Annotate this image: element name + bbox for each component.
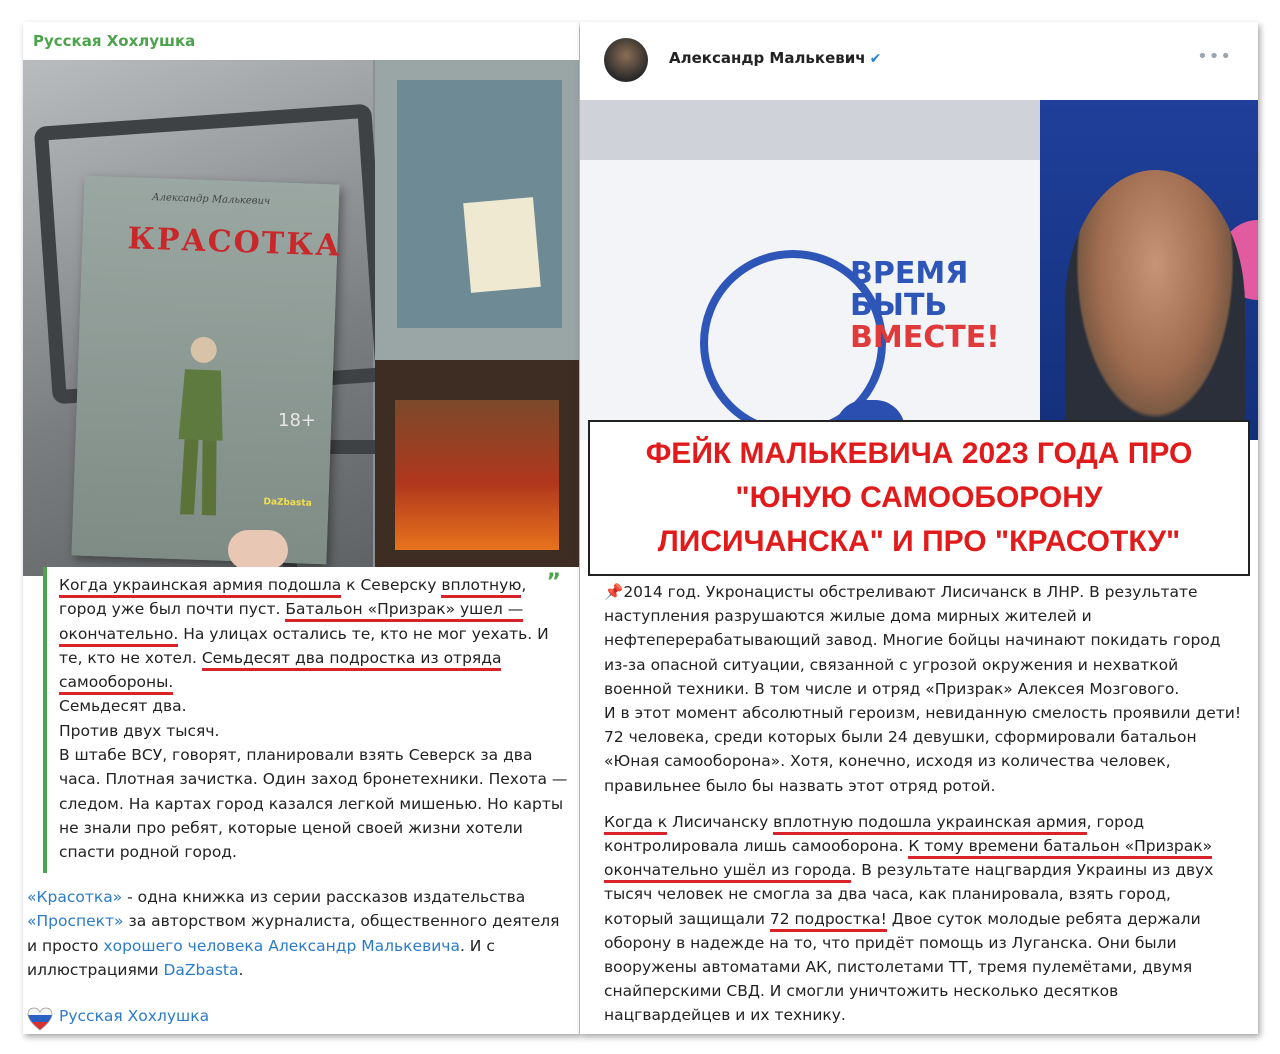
text-span: к Северску [341,576,442,594]
post-description [27,885,567,982]
fake-caption-line-1: ФЕЙК МАЛЬКЕВИЧА 2023 ГОДА ПРО [645,437,1193,470]
man-portrait [1065,170,1245,440]
quoted-post-text [43,567,579,873]
more-options-icon[interactable]: ••• [1197,46,1232,67]
slogan-line: БЫТЬ [850,288,948,323]
underline-r3: К тому времени батальон «Призрак» [908,837,1212,859]
underline-5: Семьдесят два подростка из отряда [202,649,502,671]
book-link[interactable]: «Красотка» [27,888,123,906]
pin-icon: 📌 [604,583,624,601]
text-span: - одна книжка из серии рассказов издательства [122,888,526,906]
fake-caption-line-3: ЛИСИЧАНСКА" И ПРО "КРАСОТКУ" [657,525,1181,558]
text-span: Лисичанску [667,812,774,831]
russian-flag-heart-icon [27,1006,53,1032]
illustration-fire [395,400,559,550]
book-artist: DaZbasta [263,497,312,509]
underline-r1: Когда к [604,813,667,835]
text-span: . В результате нацгвардия Украины из двух тысяч человек не смогла за два часа, как планировала, взять город, который защищали [604,861,1214,928]
avatar[interactable] [604,38,648,82]
text-span: , [521,576,527,594]
illustration-page-1 [375,60,579,360]
text-span: На улицах остались те, кто не мог уехать. И [178,624,549,643]
quote-icon: ” [546,570,561,595]
artist-link[interactable]: DaZbasta [163,960,239,979]
right-post-panel [580,22,1258,1034]
right-post-text [604,580,1244,1034]
underline-r5: 72 подростка! [770,910,887,932]
underline-r4: окончательно ушёл из города [604,861,851,883]
slogan-line: ВМЕСТЕ! [850,320,1000,355]
age-rating: 18+ [278,410,316,431]
left-post-panel [23,22,579,1034]
text-span: Семьдесят два. [59,697,187,716]
soldier-figure-icon [168,329,235,521]
text-span: Против двух тысяч. [59,721,220,740]
verified-icon: ✔ [869,51,882,67]
author-photo[interactable] [580,100,1258,440]
footer-channel-name[interactable]: Русская Хохлушка [59,1007,210,1025]
text-span: город уже был почти пуст. [59,600,286,619]
illustration-page-2 [375,360,579,576]
underline-r2: вплотную подошла украинская армия [773,813,1086,835]
illustration-note [463,197,541,293]
underline-6: самообороны. [59,673,173,695]
wall-slogan [850,258,1000,354]
fake-caption-line-2: "ЮНУЮ САМООБОРОНУ [735,481,1103,514]
publisher-link[interactable]: «Проспект» [27,912,124,931]
channel-name[interactable]: Русская Хохлушка [33,32,196,50]
text-span: . И с иллюстрациями [27,936,495,979]
underline-3: Батальон «Призрак» ушел — [285,600,523,622]
slogan-line: ВРЕМЯ [850,256,969,291]
author-name[interactable] [669,49,881,67]
paragraph-2: И в этот момент абсолютный героизм, невиданную смелость проявили дети! 72 человека, среди которых были 24 девушки, сформировали батальон «Юная самооборона». Хотя, конечно, исходя из количества человек, правильнее было бы назвать этот отряд ротой. [604,704,1242,795]
hand [228,530,288,570]
text-span: . [238,960,244,979]
photo-main [23,60,373,576]
fake-caption-box [588,420,1250,576]
book-cover [71,176,343,565]
text-span: Двое суток молодые ребята держали оборону в надежде на то, что придёт помощь из Луганска. Они были вооружены автоматами АК, пистолетами ТТ, тремя пулемётами, двумя снайперскими СВД. И смогли уничтожить несколько десятков нацгвардейцев и их технику. [604,909,1201,1025]
author-link[interactable]: хорошего человека Александр Малькевича [103,936,460,955]
underline-4: окончательно. [59,625,178,647]
book-title: КРАСОТКА [126,221,343,264]
book-author: Александр Малькевич [151,192,271,208]
author-name-text: Александр Малькевич [669,49,866,67]
underline-2: вплотную [441,576,521,598]
text-span: В штабе ВСУ, говорят, планировали взять Северск за два часа. Плотная зачистка. Один заход бронетехники. Пехота — следом. На картах город казался легкой мишенью. Но карты не знали про ребят, которые ценой своей жизни хотели спасти родной город. [59,746,568,862]
book-photo[interactable] [23,60,579,576]
text-span: те, кто не хотел. [59,648,202,667]
text-span: за авторством журналиста, общественного деятеля и просто [27,912,560,955]
paragraph-1: 2014 год. Укронацисты обстреливают Лисичанск в ЛНР. В результате наступления разрушаются жилые дома мирных жителей и нефтеперерабатывающий завод. Многие бойцы начинают покидать город из-за опасной ситуации, связанной с угрозой окружения и нехваткой военной техники. В том числе и отряд «Призрак» Алексея Мозгового. [604,583,1221,698]
underline-1: Когда украинская армия подошла [59,576,341,598]
text-span: , город контролировала лишь самооборона. [604,812,1145,856]
illustration-backpack [397,80,562,328]
